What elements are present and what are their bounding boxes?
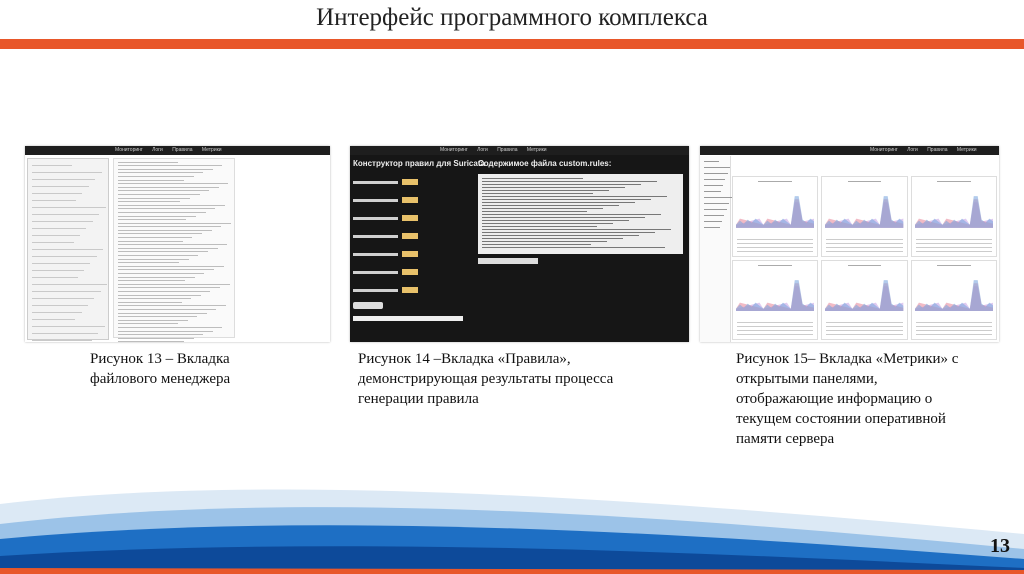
placeholder-line xyxy=(704,215,724,216)
placeholder-line xyxy=(118,291,210,292)
placeholder-line xyxy=(118,180,184,181)
panel-title xyxy=(937,265,971,266)
placeholder-line xyxy=(482,238,623,239)
placeholder-line xyxy=(482,223,613,224)
placeholder-line xyxy=(482,193,593,194)
rule-field xyxy=(353,176,473,188)
placeholder-line xyxy=(482,211,587,212)
placeholder-line xyxy=(32,221,93,222)
create-rule-button xyxy=(353,302,383,309)
placeholder-line xyxy=(118,284,230,285)
rules-screenshot xyxy=(350,146,689,342)
placeholder-line xyxy=(118,165,222,166)
copy-rule-button xyxy=(478,258,538,264)
nav-monitoring: Мониторинг xyxy=(115,147,143,153)
placeholder-line xyxy=(482,190,609,191)
placeholder-line xyxy=(32,340,92,341)
placeholder-line xyxy=(118,277,195,278)
placeholder-line xyxy=(118,316,197,317)
panel-legend xyxy=(737,236,813,252)
placeholder-line xyxy=(118,320,188,321)
placeholder-line xyxy=(118,305,226,306)
placeholder-line xyxy=(118,219,186,220)
placeholder-line xyxy=(482,178,583,179)
nav-monitoring: Мониторинг xyxy=(870,147,898,153)
panel-title xyxy=(848,265,882,266)
placeholder-line xyxy=(32,228,86,229)
placeholder-line xyxy=(32,165,72,166)
panel-graph xyxy=(736,187,814,228)
placeholder-line xyxy=(118,244,227,245)
placeholder-line xyxy=(118,230,212,231)
placeholder-line xyxy=(118,205,225,206)
rules-builder-form xyxy=(353,176,473,313)
placeholder-line xyxy=(118,237,192,238)
panel-series-area xyxy=(915,196,993,228)
nav-metrics: Метрики xyxy=(956,147,977,153)
placeholder-line xyxy=(482,241,607,242)
placeholder-line xyxy=(704,161,719,162)
placeholder-line xyxy=(118,338,194,339)
placeholder-line xyxy=(118,169,213,170)
placeholder-line xyxy=(482,199,651,200)
rules-topnav xyxy=(350,146,689,155)
nav-logs: Логи xyxy=(152,147,163,153)
panel-graph xyxy=(825,187,903,228)
panel-title xyxy=(937,181,971,182)
placeholder-line xyxy=(704,197,732,198)
placeholder-line xyxy=(118,327,222,328)
panel-graph xyxy=(825,271,903,312)
nav-metrics: Метрики xyxy=(526,147,547,153)
placeholder-line xyxy=(32,277,78,278)
panel-legend xyxy=(916,236,992,252)
panel-title xyxy=(848,181,882,182)
rule-field xyxy=(353,248,473,260)
file-tree-panel xyxy=(27,158,109,340)
placeholder-line xyxy=(32,284,107,285)
nav-logs: Логи xyxy=(477,147,488,153)
figure-14-caption: Рисунок 14 –Вкладка «Правила», демонстрирующая результаты процесса генерации правила xyxy=(358,351,614,407)
metrics-panel xyxy=(911,176,997,257)
placeholder-line xyxy=(32,312,82,313)
metrics-panels-grid xyxy=(732,176,997,340)
placeholder-line xyxy=(32,326,105,327)
placeholder-line xyxy=(32,242,74,243)
placeholder-line xyxy=(118,248,218,249)
placeholder-line xyxy=(32,214,99,215)
placeholder-line xyxy=(32,193,82,194)
metrics-panel xyxy=(821,260,907,341)
placeholder-line xyxy=(704,179,725,180)
placeholder-line xyxy=(118,298,191,299)
placeholder-line xyxy=(118,295,201,296)
placeholder-line xyxy=(118,313,207,314)
rule-field xyxy=(353,212,473,224)
placeholder-line xyxy=(32,298,94,299)
placeholder-line xyxy=(118,334,203,335)
placeholder-line xyxy=(32,291,101,292)
placeholder-line xyxy=(482,181,657,182)
placeholder-line xyxy=(118,190,209,191)
panel-graph xyxy=(915,271,993,312)
placeholder-line xyxy=(118,309,216,310)
placeholder-line xyxy=(32,263,90,264)
placeholder-line xyxy=(482,244,591,245)
placeholder-line xyxy=(482,217,645,218)
placeholder-line xyxy=(482,214,661,215)
metrics-panel xyxy=(911,260,997,341)
placeholder-line xyxy=(32,179,95,180)
placeholder-line xyxy=(704,203,729,204)
placeholder-line xyxy=(118,331,213,332)
placeholder-line xyxy=(32,207,106,208)
panel-graph xyxy=(736,271,814,312)
figure-13-caption: Рисунок 13 – Вкладка файлового менеджера xyxy=(90,351,231,387)
placeholder-line xyxy=(704,209,727,210)
placeholder-line xyxy=(118,223,231,224)
placeholder-line xyxy=(118,233,202,234)
file-content-panel xyxy=(113,158,235,338)
nav-rules: Правила xyxy=(927,147,948,153)
footer-waves-decoration xyxy=(0,464,1024,574)
panel-title xyxy=(758,265,792,266)
metrics-screenshot xyxy=(700,146,999,342)
page-number: 13 xyxy=(990,535,1010,557)
placeholder-line xyxy=(118,198,190,199)
placeholder-line xyxy=(118,287,220,288)
metrics-sidebar xyxy=(700,156,731,342)
placeholder-line xyxy=(118,280,185,281)
nav-rules: Правила xyxy=(497,147,518,153)
placeholder-line xyxy=(32,319,75,320)
metrics-panel xyxy=(732,260,818,341)
placeholder-line xyxy=(482,232,655,233)
placeholder-line xyxy=(32,249,103,250)
placeholder-line xyxy=(482,226,597,227)
rule-field xyxy=(353,284,473,296)
placeholder-line xyxy=(32,172,102,173)
panel-series-area xyxy=(825,280,903,312)
placeholder-line xyxy=(118,255,198,256)
insert-rule-field xyxy=(353,316,463,321)
file-manager-screenshot xyxy=(25,146,330,342)
placeholder-line xyxy=(118,323,178,324)
panel-legend xyxy=(826,236,902,252)
placeholder-line xyxy=(704,221,722,222)
placeholder-line xyxy=(704,173,728,174)
placeholder-line xyxy=(118,194,200,195)
placeholder-line xyxy=(118,201,180,202)
placeholder-line xyxy=(482,220,629,221)
placeholder-line xyxy=(704,185,723,186)
placeholder-line xyxy=(482,208,603,209)
panel-series-area xyxy=(736,280,814,312)
placeholder-line xyxy=(32,333,98,334)
placeholder-line xyxy=(32,200,76,201)
panel-series-area xyxy=(915,280,993,312)
slide-title: Интерфейс программного комплекса xyxy=(316,4,708,31)
figure-15-caption: Рисунок 15– Вкладка «Метрики» с открытыми панелями, отображающие информацию о текущем состоянии оперативной памяти сервера xyxy=(736,351,959,447)
rule-field xyxy=(353,266,473,278)
placeholder-line xyxy=(118,208,215,209)
metrics-panel xyxy=(821,176,907,257)
placeholder-line xyxy=(704,167,730,168)
placeholder-line xyxy=(482,247,665,248)
rules-file-title: Содержимое файла custom.rules: xyxy=(478,159,612,168)
panel-legend xyxy=(826,319,902,335)
nav-rules: Правила xyxy=(172,147,193,153)
placeholder-line xyxy=(118,302,182,303)
nav-metrics: Метрики xyxy=(201,147,222,153)
nav-logs: Логи xyxy=(907,147,918,153)
nav-monitoring: Мониторинг xyxy=(440,147,468,153)
placeholder-line xyxy=(32,305,88,306)
rules-file-content xyxy=(478,174,683,254)
placeholder-line xyxy=(118,172,203,173)
placeholder-line xyxy=(118,226,221,227)
panel-legend xyxy=(737,319,813,335)
placeholder-line xyxy=(118,341,184,342)
placeholder-line xyxy=(118,262,179,263)
rule-field xyxy=(353,194,473,206)
placeholder-line xyxy=(482,235,639,236)
placeholder-line xyxy=(32,256,97,257)
file-manager-topnav xyxy=(25,146,330,155)
placeholder-line xyxy=(482,187,625,188)
placeholder-line xyxy=(118,269,214,270)
placeholder-line xyxy=(118,259,189,260)
rules-builder-title: Конструктор правил для Suricata xyxy=(353,159,485,168)
metrics-panel xyxy=(732,176,818,257)
placeholder-line xyxy=(32,235,80,236)
placeholder-line xyxy=(32,270,84,271)
placeholder-line xyxy=(482,229,671,230)
placeholder-line xyxy=(118,212,206,213)
panel-series-area xyxy=(736,196,814,228)
placeholder-line xyxy=(32,186,89,187)
panel-title xyxy=(758,181,792,182)
placeholder-line xyxy=(118,216,196,217)
placeholder-line xyxy=(482,205,619,206)
metrics-topnav xyxy=(700,146,999,155)
panel-graph xyxy=(915,187,993,228)
placeholder-line xyxy=(118,187,219,188)
placeholder-line xyxy=(704,227,720,228)
placeholder-line xyxy=(704,191,721,192)
placeholder-line xyxy=(482,196,667,197)
placeholder-line xyxy=(482,184,641,185)
placeholder-line xyxy=(118,183,228,184)
placeholder-line xyxy=(118,241,183,242)
panel-legend xyxy=(916,319,992,335)
rule-field xyxy=(353,230,473,242)
placeholder-line xyxy=(118,176,194,177)
placeholder-line xyxy=(118,273,204,274)
placeholder-line xyxy=(118,266,224,267)
title-accent-bar xyxy=(0,39,1024,49)
placeholder-line xyxy=(118,162,178,163)
placeholder-line xyxy=(118,251,208,252)
placeholder-line xyxy=(482,202,635,203)
panel-series-area xyxy=(825,196,903,228)
